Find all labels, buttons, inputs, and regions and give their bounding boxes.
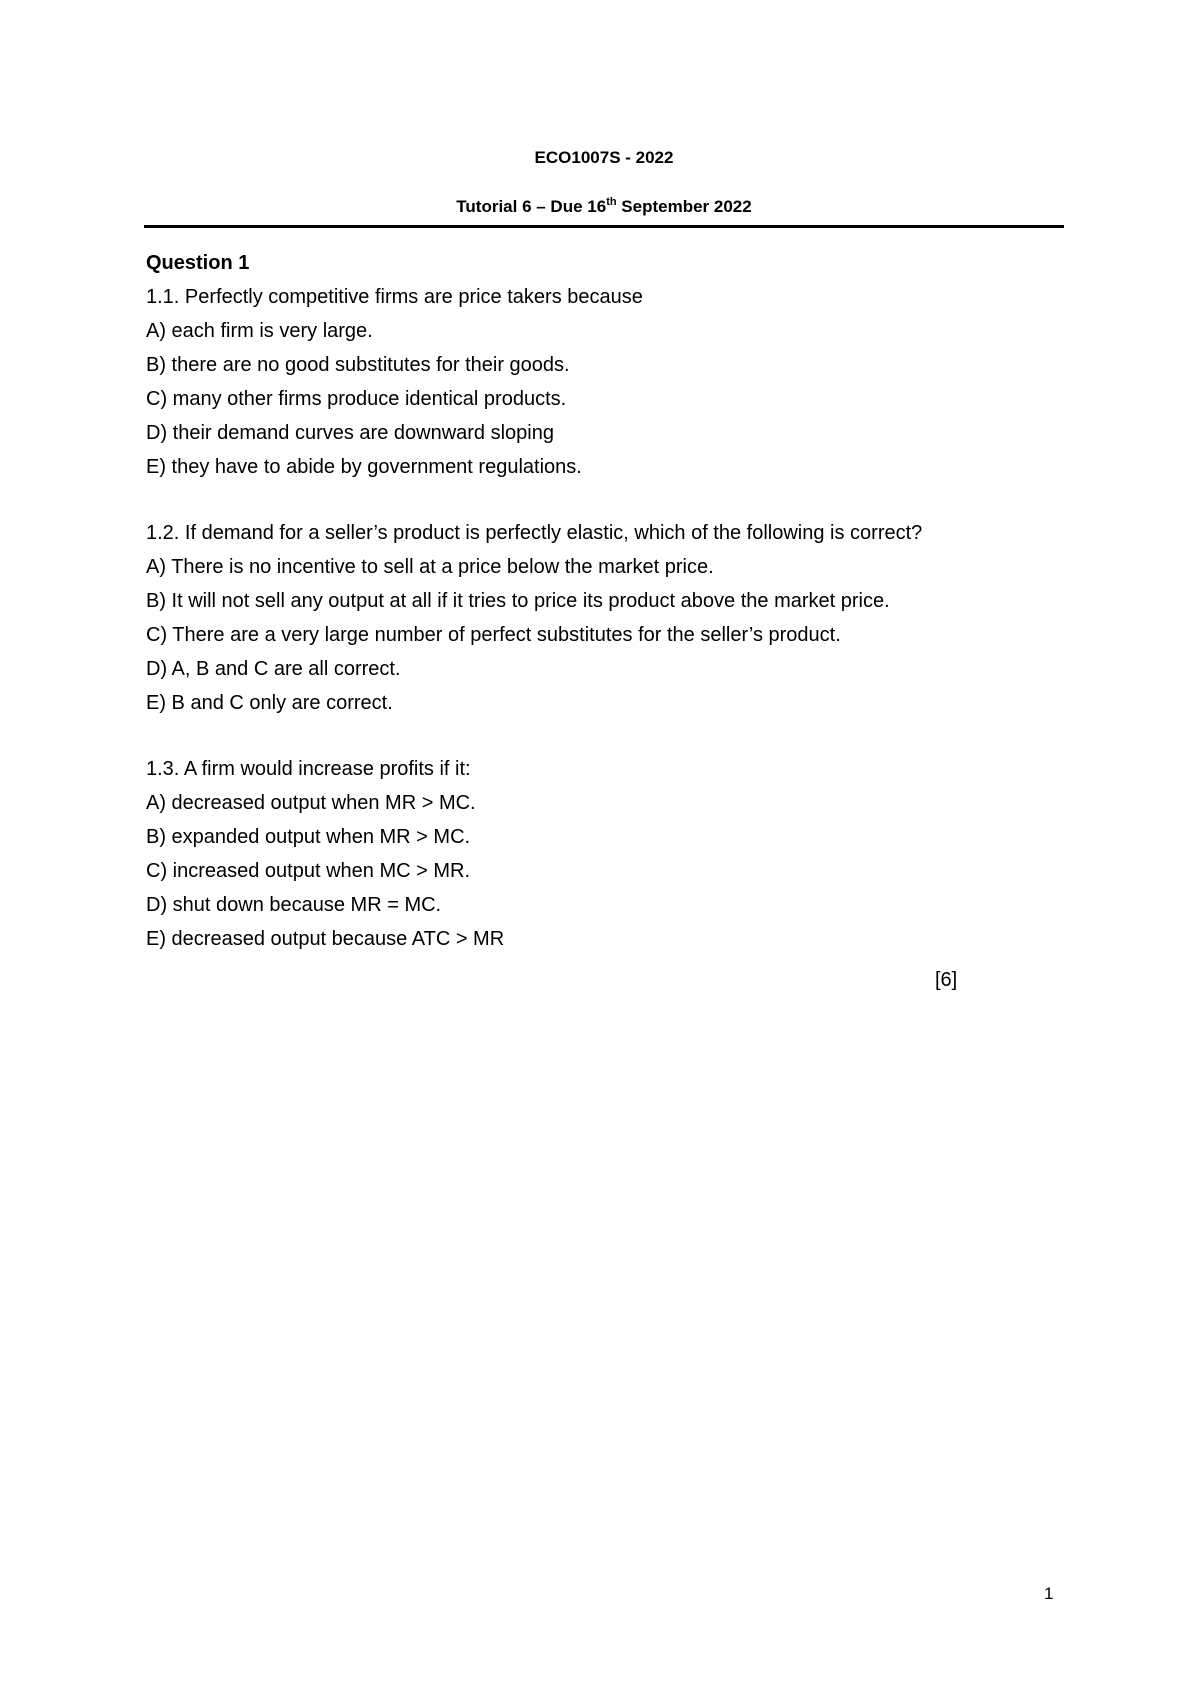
tutorial-title-prefix: Tutorial 6 – Due 16 <box>456 197 607 216</box>
option-1-1-b: B) there are no good substitutes for their goods. <box>146 354 570 376</box>
question-prompt-1-3: 1.3. A firm would increase profits if it: <box>146 758 471 780</box>
option-1-3-c: C) increased output when MC > MR. <box>146 860 471 882</box>
option-1-1-e: E) they have to abide by government regulations. <box>146 456 582 478</box>
header-divider <box>144 225 1064 228</box>
tutorial-title-suffix: September 2022 <box>616 197 752 216</box>
page-number: 1 <box>1044 1584 1054 1603</box>
option-1-1-c: C) many other firms produce identical products. <box>146 388 567 410</box>
question-prompt-1-1: 1.1. Perfectly competitive firms are price takers because <box>146 286 643 308</box>
option-1-2-a: A) There is no incentive to sell at a price below the market price. <box>146 556 714 578</box>
option-1-3-b: B) expanded output when MR > MC. <box>146 826 471 848</box>
paragraph-gap <box>146 720 1066 752</box>
option-1-1-d: D) their demand curves are downward sloping <box>146 422 554 444</box>
option-1-3-e: E) decreased output because ATC > MR <box>146 928 505 950</box>
question-body <box>146 246 1066 956</box>
question-heading: Question 1 <box>146 252 250 274</box>
option-1-2-b: B) It will not sell any output at all if it tries to price its product above the market price. <box>146 590 890 612</box>
option-1-2-e: E) B and C only are correct. <box>146 692 393 714</box>
option-1-2-d: D) A, B and C are all correct. <box>146 658 401 680</box>
course-code: ECO1007S - 2022 <box>534 148 674 167</box>
option-1-3-d: D) shut down because MR = MC. <box>146 894 442 916</box>
paragraph-gap <box>146 484 1066 516</box>
option-1-1-a: A) each firm is very large. <box>146 320 373 342</box>
option-1-3-a: A) decreased output when MR > MC. <box>146 792 476 814</box>
question-marks: [6] <box>935 969 958 991</box>
tutorial-title-superscript: th <box>606 196 617 208</box>
option-1-2-c: C) There are a very large number of perfect substitutes for the seller’s product. <box>146 624 841 646</box>
question-prompt-1-2: 1.2. If demand for a seller’s product is perfectly elastic, which of the following is correct? <box>146 522 923 544</box>
tutorial-title <box>144 197 1064 217</box>
